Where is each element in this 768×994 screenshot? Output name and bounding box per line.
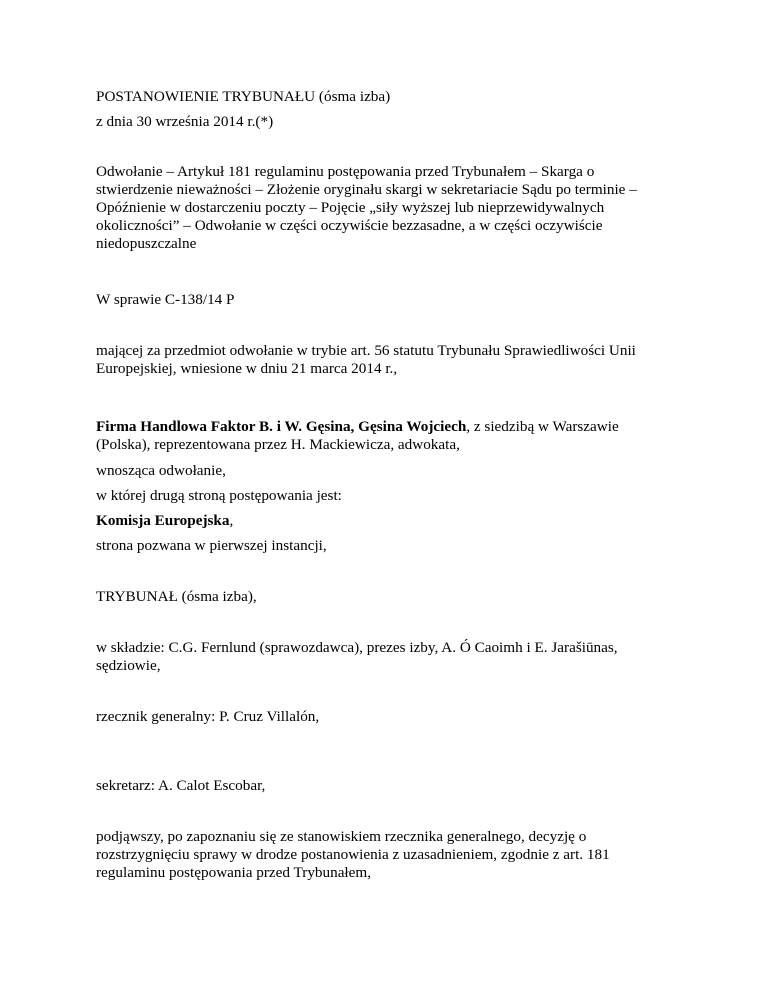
document-title: POSTANOWIENIE TRYBUNAŁU (ósma izba): [96, 88, 391, 105]
appellant-role: wnosząca odwołanie,: [96, 462, 226, 479]
other-party-intro: w której drugą stroną postępowania jest:: [96, 487, 342, 504]
court-name: TRYBUNAŁ (ósma izba),: [96, 588, 257, 605]
registrar: sekretarz: A. Calot Escobar,: [96, 777, 266, 794]
decision-paragraph: podjąwszy, po zapoznaniu się ze stanowiskiem rzecznika generalnego, decyzję o rozstrzygnięciu sprawy w drodze postanowienia z uzasadnieniem, zgodnie z art. 181 regulaminu postępowania przed Trybunałem,: [96, 828, 610, 881]
respondent-paragraph: [96, 512, 672, 530]
respondent-comma: ,: [229, 512, 234, 529]
appellant-name: Firma Handlowa Faktor B. i W. Gęsina, Gęsina Wojciech: [96, 418, 467, 435]
advocate-general: rzecznik generalny: P. Cruz Villalón,: [96, 708, 320, 725]
appellant-paragraph: [96, 418, 672, 454]
case-number: W sprawie C‑138/14 P: [96, 291, 235, 308]
court-composition: w składzie: C.G. Fernlund (sprawozdawca), prezes izby, A. Ó Caoimh i E. Jarašiūnas, sędziowie,: [96, 639, 618, 674]
document-date: z dnia 30 września 2014 r.(*): [96, 113, 274, 130]
appellant-details: , z siedzibą w Warszawie (Polska), reprezentowana przez H. Mackiewicza, adwokata,: [96, 418, 619, 453]
respondent-name: Komisja Europejska: [96, 512, 230, 529]
subject-paragraph: mającej za przedmiot odwołanie w trybie art. 56 statutu Trybunału Sprawiedliwości Unii Europejskiej, wniesione w dniu 21 marca 2014 r.,: [96, 342, 636, 377]
keywords-paragraph: Odwołanie – Artykuł 181 regulaminu postępowania przed Trybunałem – Skarga o stwierdzenie nieważności – Złożenie oryginału skargi w sekretariacie Sądu po terminie – Opóźnienie w dostarczeniu poczty – Pojęcie „siły wyższej lub nieprzewidywalnych okoliczności” – Odwołanie w części oczywiście bezzasadne, a w części oczywiście niedopuszczalne: [96, 163, 637, 252]
respondent-role: strona pozwana w pierwszej instancji,: [96, 537, 327, 554]
